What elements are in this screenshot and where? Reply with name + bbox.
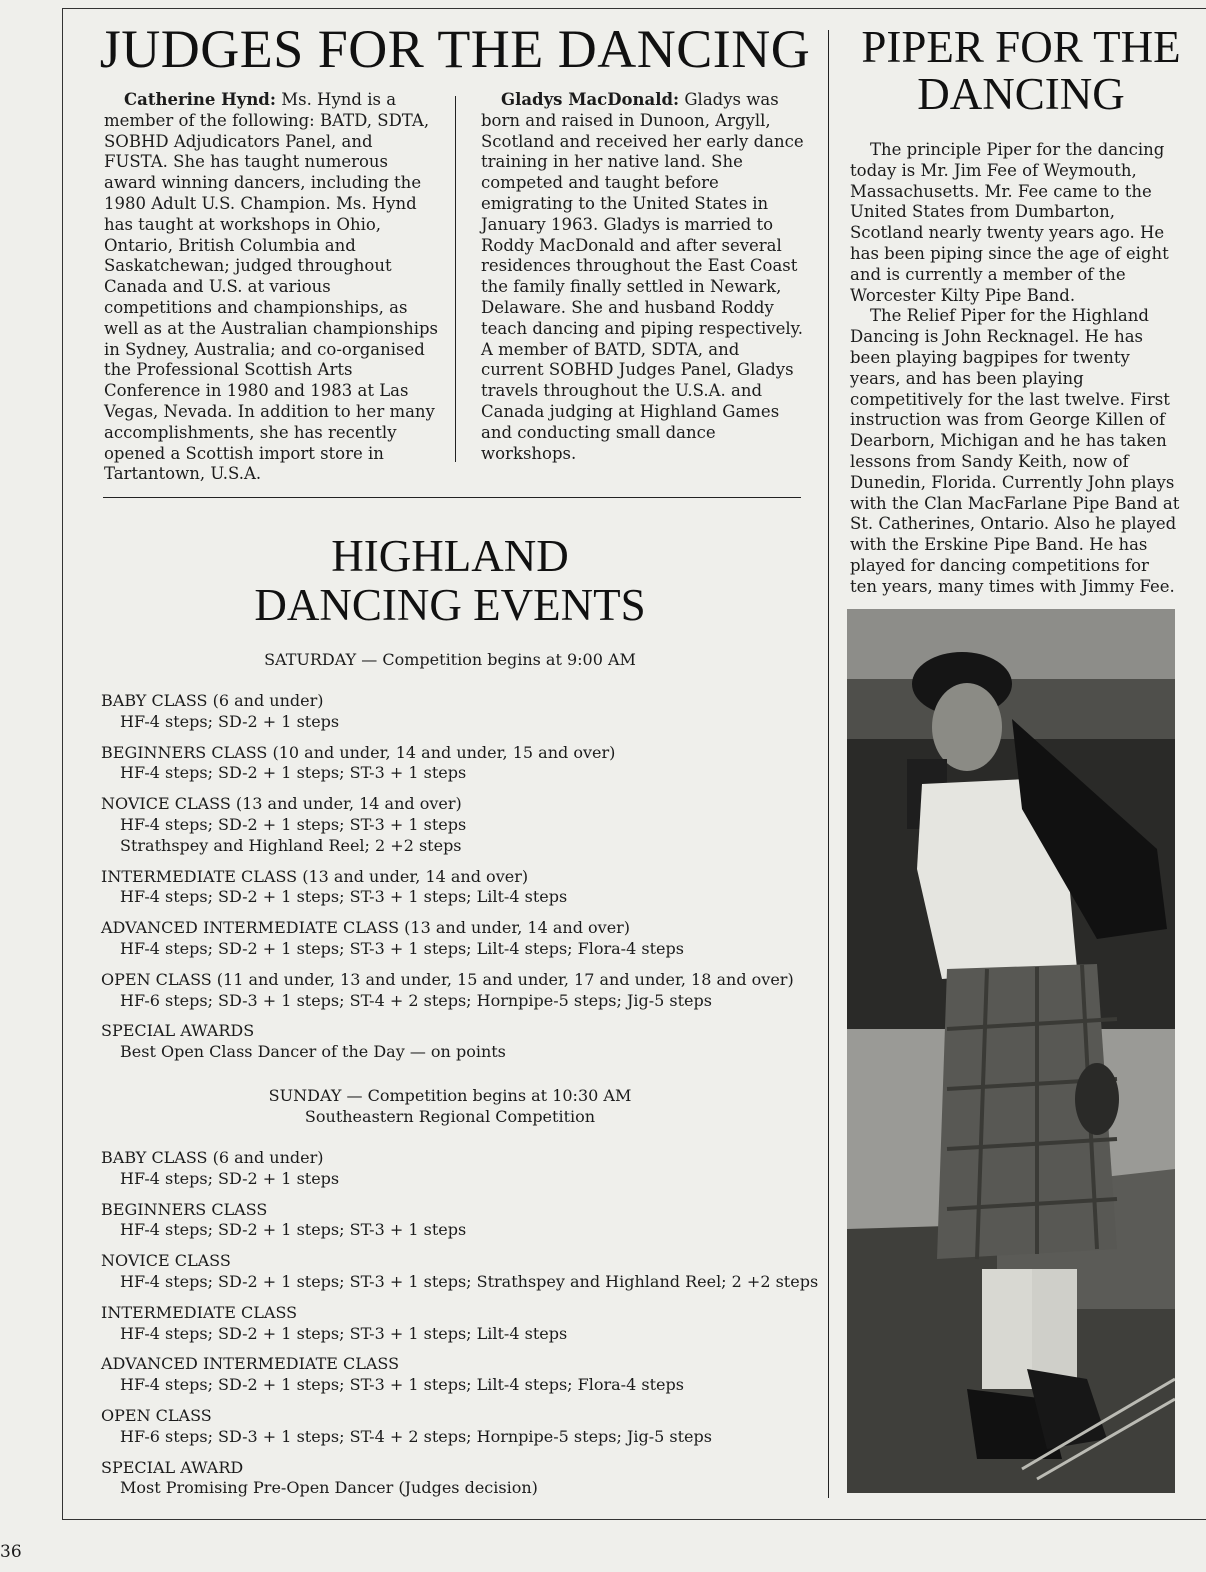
event-class-name: INTERMEDIATE CLASS: [101, 1302, 298, 1322]
event-class-name: BABY CLASS (6 and under): [101, 691, 324, 710]
event-class: [101, 794, 821, 856]
event-class-steps: HF-4 steps; SD-2 + 1 steps; ST-3 + 1 steps: [120, 763, 467, 783]
event-class-name: SPECIAL AWARDS: [101, 1021, 255, 1041]
event-class-steps: HF-4 steps; SD-2 + 1 steps; ST-3 + 1 steps; Lilt-4 steps; Flora-4 steps: [120, 1375, 684, 1395]
event-class-steps: Best Open Class Dancer of the Day — on points: [120, 1042, 506, 1062]
event-class-steps: HF-4 steps; SD-2 + 1 steps; ST-3 + 1 steps; Strathspey and Highland Reel; 2 +2 steps: [120, 1271, 819, 1291]
event-class: [101, 918, 821, 960]
sunday-subheader: Southeastern Regional Competition: [304, 1107, 596, 1126]
event-class-steps: HF-4 steps; SD-2 + 1 steps: [120, 711, 340, 731]
judge-bio: Gladys was born and raised in Dunoon, Argyll, Scotland and received her early dance training in her native land. She competed and taught before emigrating to the United States in January 1963. Gladys is married to Roddy MacDonald and after several residences throughout the East Coast the family finally settled in Newark, Delaware. She and husband Roddy teach dancing and piping respectively. A member of BATD, SDTA, and current SOBHD Judges Panel, Gladys travels throughout the U.S.A. and Canada judging at Highland Games and conducting small dance workshops.: [481, 90, 804, 463]
piper-photo: [847, 609, 1175, 1493]
event-class-name: OPEN CLASS (11 and under, 13 and under, 15 and under, 17 and under, 18 and over): [101, 969, 794, 989]
event-class-steps: HF-4 steps; SD-2 + 1 steps; ST-3 + 1 steps; Lilt-4 steps; Flora-4 steps: [120, 938, 684, 958]
event-class: [101, 1354, 821, 1396]
piper-photo-illustration: [847, 609, 1175, 1493]
event-class-steps: HF-6 steps; SD-3 + 1 steps; ST-4 + 2 steps; Hornpipe-5 steps; Jig-5 steps: [120, 1426, 712, 1446]
event-class-steps: Most Promising Pre-Open Dancer (Judges decision): [120, 1478, 538, 1498]
piper-paragraph-2: The Relief Piper for the Highland Dancing is John Recknagel. He has been playing bagpipes for twenty years, and has been playing competitively for the last twelve. First instruction was from George Killen of Dearborn, Michigan and he has taken lessons from Sandy Keith, now of Dunedin, Florida. Currently John plays with the Clan MacFarlane Pipe Band at St. Catherines, Ontario. Also he played with the Erskine Pipe Band. He has played for dancing competitions for ten years, many times with Jimmy Fee.: [850, 306, 1180, 596]
event-class-name: BEGINNERS CLASS (10 and under, 14 and under, 15 and over): [101, 742, 616, 762]
judge-name: Gladys MacDonald:: [501, 90, 680, 109]
event-class: [101, 1148, 821, 1190]
event-class: [101, 1251, 821, 1293]
event-class-steps: HF-4 steps; SD-2 + 1 steps: [120, 1168, 340, 1188]
judges-title: JUDGES FOR THE DANCING: [99, 19, 811, 79]
piper-paragraph-1: The principle Piper for the dancing today is Mr. Jim Fee of Weymouth, Massachusetts. Mr. Fee came to the United States from Dumbarton, Scotland nearly twenty years ago. He has been piping since the age of eight and is currently a member of the Worcester Kilty Pipe Band.: [850, 140, 1169, 305]
piper-title-line2: DANCING: [917, 69, 1125, 119]
event-class-steps: HF-4 steps; SD-2 + 1 steps; ST-3 + 1 steps; Lilt-4 steps: [120, 887, 568, 907]
event-class-name: BABY CLASS (6 and under): [101, 1148, 324, 1167]
judge-name: Catherine Hynd:: [124, 90, 276, 109]
events-title-line1: HIGHLAND: [331, 531, 569, 581]
piper-title: [836, 24, 1206, 118]
column-divider: [828, 30, 829, 1498]
event-class: [101, 1406, 821, 1448]
event-class: [101, 970, 821, 1012]
sunday-event-list: [101, 1148, 821, 1509]
event-class-name: ADVANCED INTERMEDIATE CLASS (13 and under, 14 and over): [101, 918, 631, 938]
event-class: [101, 867, 821, 909]
judge-divider: [455, 96, 456, 462]
judge-catherine-hynd: [104, 90, 438, 485]
event-class-steps: HF-6 steps; SD-3 + 1 steps; ST-4 + 2 steps; Hornpipe-5 steps; Jig-5 steps: [120, 990, 712, 1010]
event-class-name: OPEN CLASS: [101, 1405, 212, 1425]
piper-title-line1: PIPER FOR THE: [861, 22, 1181, 72]
section-rule: [103, 497, 801, 498]
event-class: [101, 1458, 821, 1500]
event-class-steps: HF-4 steps; SD-2 + 1 steps; ST-3 + 1 steps: [120, 1220, 467, 1240]
sunday-header: SUNDAY — Competition begins at 10:30 AM: [268, 1086, 632, 1105]
event-class-steps: HF-4 steps; SD-2 + 1 steps; ST-3 + 1 steps; Lilt-4 steps: [120, 1323, 568, 1343]
event-class-name: INTERMEDIATE CLASS (13 and under, 14 and over): [101, 866, 529, 886]
piper-text: [850, 140, 1180, 598]
event-class: [101, 1021, 821, 1063]
event-class-name: SPECIAL AWARD: [101, 1457, 244, 1477]
event-class: [101, 1303, 821, 1345]
event-class-name: ADVANCED INTERMEDIATE CLASS: [101, 1354, 400, 1374]
saturday-event-list: [101, 691, 821, 1073]
event-class: [101, 743, 821, 785]
event-class-steps: Strathspey and Highland Reel; 2 +2 steps: [120, 835, 462, 855]
event-class: [101, 691, 821, 733]
event-class-name: NOVICE CLASS (13 and under, 14 and over): [101, 794, 462, 814]
event-class-steps: HF-4 steps; SD-2 + 1 steps; ST-3 + 1 steps: [120, 814, 467, 834]
saturday-header: SATURDAY — Competition begins at 9:00 AM: [264, 650, 636, 669]
events-title: [100, 532, 800, 630]
events-title-line2: DANCING EVENTS: [254, 580, 646, 630]
event-class: [101, 1200, 821, 1242]
event-class-name: NOVICE CLASS: [101, 1251, 231, 1271]
page-number: 36: [0, 1542, 22, 1562]
judge-gladys-macdonald: [481, 90, 805, 464]
event-class-name: BEGINNERS CLASS: [101, 1199, 268, 1219]
judge-bio: Ms. Hynd is a member of the following: BATD, SDTA, SOBHD Adjudicators Panel, and FUSTA. She has taught numerous award winning dancers, including the 1980 Adult U.S. Champion. Ms. Hynd has taught at workshops in Ohio, Ontario, British Columbia and Saskatchewan; judged throughout Canada and U.S. at various competitions and championships, as well as at the Australian championships in Sydney, Australia; and co-organised the Professional Scottish Arts Conference in 1980 and 1983 at Las Vegas, Nevada. In addition to her many accomplishments, she has recently opened a Scottish import store in Tartantown, U.S.A.: [104, 90, 438, 484]
